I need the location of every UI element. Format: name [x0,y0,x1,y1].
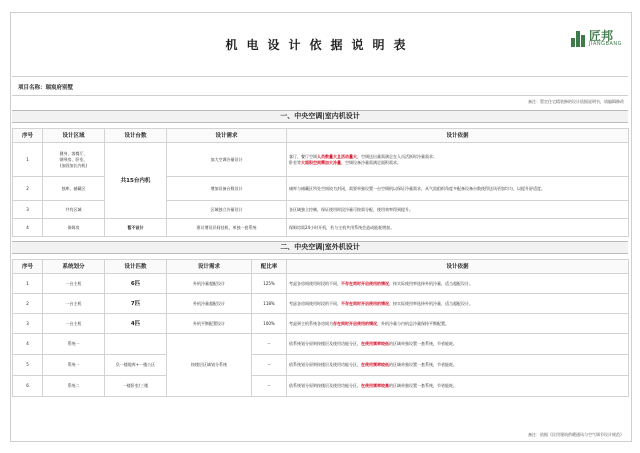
design-demand: 区域独立冷量设计 [167,201,287,219]
design-basis: 考虑到主机系统各房间为存在同时开启使用的情况，外机冷量与内机总冷量保持平衡配置。 [287,314,629,334]
design-horsepower: 6匹 [105,274,167,294]
table-row [13,314,629,334]
design-basis: 客厅、餐厅空调人员数量大且活动量大，空调送出量需满足在人员活跃时冷量需求； 卧室等大面积空间需加大冷量，空调设备冷量需满足面积需求。 [287,143,629,177]
col-header: 序号 [13,260,43,274]
design-basis: 考虑各房间使用时段的不同，不存在同时开启使用的情况，按实际使用率选择外机冷量，适当超配设计。 [287,274,629,294]
top-note: 备注：暂定住宅精装修的设计依据说明书，请编辑修改 [528,99,624,104]
design-demand: 加大空调冷量设计 [167,143,287,177]
col-header: 设计需求 [167,260,252,274]
ratio: -- [252,376,287,397]
col-header: 设计需求 [167,129,287,143]
system-division: 系统一 [43,334,105,355]
design-basis: 保姆房需24小时开机，若与主机共用系统会造成能耗增加。 [287,219,629,237]
col-header: 设计依据 [287,129,629,143]
row-number: 4 [13,334,43,355]
design-demand: 增加设备台数设计 [167,177,287,201]
floor-range: 一楼卧室/三楼 [105,376,167,397]
outdoor-design-table [12,259,629,397]
section-title-outdoor: 二、中央空调|室外机设计 [12,241,628,254]
design-horsepower: 4匹 [105,314,167,334]
row-number: 4 [13,219,43,237]
col-header: 系统划分 [43,260,105,274]
design-area: 独库、储藏区 [43,177,105,201]
project-name: 项目名称：瑞宸府别墅 [18,85,74,91]
design-basis: 依系统划分原则按楼层及使用功能分区，在使用频率较低的区域单独设置一套系统，节省能耗。 [287,334,629,355]
brand-logo [571,30,622,47]
system-division: 系统一 [43,355,105,376]
row-number: 2 [13,177,43,201]
unit-count: 暂不设计 [105,219,167,237]
design-basis: 储库与储藏区所处空间较为封闭，需要单独设置一台空调机以保证冷量需求，从气流组织角度多配备设备台数使得送风更加均匀，以提升舒适度。 [287,177,629,201]
table-row [13,355,629,376]
row-number: 2 [13,294,43,314]
section-title-indoor: 一、中央空调|室内机设计 [12,110,628,123]
table-row [13,334,629,355]
floor-range [105,334,167,355]
row-number: 6 [13,376,43,397]
table-row [13,219,629,237]
table-row [13,376,629,397]
footer-note: 备注：依据《民用建筑供暖通风与空气调节设计规范》 [528,432,624,437]
design-demand: 外机平衡配置设计 [167,314,252,334]
system-division: 一台主机 [43,314,105,334]
system-division: 系统二 [43,376,105,397]
ratio: -- [252,355,287,376]
design-demand: 外机冷量超配设计 [167,294,252,314]
divider [12,95,628,96]
ratio: 125% [252,274,287,294]
row-number: 5 [13,355,43,376]
design-demand: 建议增设层间挂机，单独一套系统 [167,219,287,237]
indoor-design-table [12,128,629,237]
row-number: 1 [13,143,43,177]
table-row [13,143,629,177]
design-area: 健身、客餐厅、 钢琴房、卧室、 (加固加长内机) [43,143,105,177]
ratio: -- [252,334,287,355]
unit-count: 共15台内机 [105,143,167,219]
design-area: 保姆房 [43,219,105,237]
col-header: 设计依据 [287,260,629,274]
design-demand: 按楼层区域划分系统 [167,334,252,397]
divider [12,76,628,77]
col-header: 序号 [13,129,43,143]
col-header: 设计区域 [43,129,105,143]
col-header: 设计台数 [105,129,167,143]
design-demand: 外机冷量超配设计 [167,274,252,294]
design-basis: 依系统划分原则按楼层及使用功能分区，在使用频率较高的区域单独设置一套系统，节省能耗。 [287,376,629,397]
design-basis: 各区域独立控制，保证使用时段冷量可按需分配，使用效率得到提升。 [287,201,629,219]
table-row [13,274,629,294]
col-header: 配比率 [252,260,287,274]
table-row [13,294,629,314]
row-number: 3 [13,201,43,219]
ratio: 100% [252,314,287,334]
design-basis: 考虑各房间使用时段的不同，不存在同时开启使用的情况，按实际使用率选择外机冷量，适当超配设计。 [287,294,629,314]
design-horsepower: 7匹 [105,294,167,314]
ratio: 118% [252,294,287,314]
document-title: 机电设计依据说明表 [225,38,415,52]
col-header: 设计匹数 [105,260,167,274]
table-header-row [13,260,629,274]
logo-bars-icon [571,31,585,47]
logo-name: 匠邦 [589,29,614,43]
system-division: 一台主机 [43,294,105,314]
row-number: 1 [13,274,43,294]
logo-subname: JIANGBANG [589,41,622,47]
design-basis: 依系统划分原则按楼层及使用功能分区，在使用频率较低的区域单独设置一套系统，节省能耗。 [287,355,629,376]
floor-range: 负一楼地库+一楼公区 [105,355,167,376]
table-header-row [13,129,629,143]
design-area: 共有区域 [43,201,105,219]
row-number: 3 [13,314,43,334]
system-division: 一台主机 [43,274,105,294]
